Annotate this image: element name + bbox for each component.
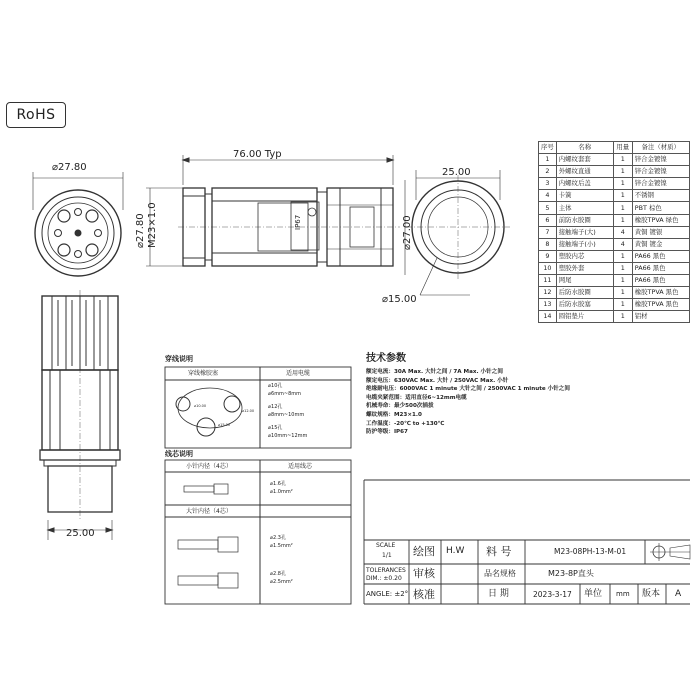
end-top-dim-label: 25.00 [442, 167, 471, 178]
core-big-head: 大针内径（4芯） [186, 508, 232, 515]
scale-label: SCALE [376, 542, 396, 549]
bom-row [539, 202, 690, 214]
bom-cell-qty: 1 [613, 311, 632, 323]
bom-cell-note: 铝材 [632, 311, 689, 323]
bom-cell-qty: 4 [613, 226, 632, 238]
version-value: A [675, 589, 682, 599]
bom-cell-note: 橡胶TPVA 绿色 [632, 214, 689, 226]
core-small-dia: ⌀1.6孔 [270, 481, 286, 487]
bom-row [539, 214, 690, 226]
bom-cell-name: 网尾 [556, 275, 613, 287]
bom-header-row [539, 142, 690, 154]
date-value: 2023-3-17 [533, 590, 572, 599]
spec-name-value: M23-8P直头 [548, 569, 594, 578]
bom-cell-note: 锌合金镀镍 [632, 178, 689, 190]
wire-line-5: ⌀15孔 [268, 425, 283, 431]
wire-plug-drawing [165, 367, 351, 448]
core-small-area: ⌀1.0mm² [270, 489, 293, 495]
bom-row [539, 299, 690, 311]
tolerances-value: DIM.: ±0.20 [366, 575, 402, 582]
bom-cell-qty: 1 [613, 154, 632, 166]
end-view [405, 170, 510, 295]
bom-cell-note: 锌合金镀镍 [632, 166, 689, 178]
bom-cell-qty: 1 [613, 166, 632, 178]
part-no-value: M23-08PH-13-M-01 [554, 547, 627, 556]
bom-cell-name: 圆铝垫片 [556, 311, 613, 323]
wire-line-3: ⌀12孔 [268, 404, 283, 410]
front-diameter-label: ⌀27.80 [52, 162, 87, 173]
drawn-label: 绘图 [413, 545, 435, 558]
bom-cell-no: 10 [539, 262, 557, 274]
bom-header-qty: 用量 [613, 142, 632, 154]
rohs-text: RoHS [16, 107, 56, 123]
side-diameter-label: ⌀27.80 [135, 213, 146, 248]
bom-cell-no: 4 [539, 190, 557, 202]
bom-cell-note: 黄铜 镀金 [632, 238, 689, 250]
bom-cell-name: 后防水胶塞 [556, 299, 613, 311]
bom-row [539, 190, 690, 202]
bom-cell-no: 13 [539, 299, 557, 311]
bom-cell-note: 橡胶TPVA 黑色 [632, 299, 689, 311]
side-view [146, 155, 400, 266]
title-block-frame [364, 480, 690, 604]
bottom-view [40, 290, 120, 540]
bom-cell-note: 黄铜 镀银 [632, 226, 689, 238]
core-big-area-1: ⌀1.5mm² [270, 543, 293, 549]
bom-row [539, 311, 690, 323]
spec-list [366, 368, 570, 437]
spec-line: 额定电流：30A Max. 大针之间 / 7A Max. 小针之间 [366, 369, 503, 375]
bom-row [539, 262, 690, 274]
bom-cell-note: 不锈钢 [632, 190, 689, 202]
bom-row [539, 154, 690, 166]
bom-cell-name: 卡簧 [556, 190, 613, 202]
bom-table [538, 141, 690, 323]
bom-row [539, 166, 690, 178]
bom-cell-qty: 1 [613, 178, 632, 190]
spec-line: 防护等级：IP67 [366, 429, 408, 436]
front-view [33, 172, 123, 276]
wire-line-6: ⌀10mm~12mm [268, 433, 308, 439]
wire-head-left: 穿线橡胶塞 [188, 370, 219, 377]
bom-cell-no: 11 [539, 275, 557, 287]
bom-cell-qty: 1 [613, 202, 632, 214]
core-drawing [165, 460, 351, 604]
wire-section-title: 穿线说明 [165, 355, 193, 363]
tolerances-label: TOLERANCES [366, 567, 406, 574]
bom-cell-qty: 1 [613, 262, 632, 274]
bom-cell-note: PA66 黑色 [632, 250, 689, 262]
end-inner-dia-label: ⌀15.00 [382, 294, 417, 305]
bom-cell-name: 内螺纹套套 [556, 154, 613, 166]
body-label-text: IP67 [294, 214, 302, 230]
core-big-area-2: ⌀2.5mm² [270, 579, 293, 585]
bom-cell-name: 接触端子(大) [556, 226, 613, 238]
core-cable-head: 适用线芯 [288, 463, 313, 470]
bom-row [539, 178, 690, 190]
wire-line-4: ⌀8mm~10mm [268, 412, 305, 418]
bom-cell-qty: 1 [613, 275, 632, 287]
unit-value: mm [616, 590, 630, 598]
bom-cell-note: PA66 黑色 [632, 262, 689, 274]
bom-cell-no: 3 [539, 178, 557, 190]
bom-cell-no: 6 [539, 214, 557, 226]
bom-header-no: 序号 [539, 142, 557, 154]
thread-label: M23×1.0 [147, 202, 158, 248]
hole-label-3: ⌀15.00 [218, 423, 231, 427]
angle-label: ANGLE: ±2° [366, 590, 409, 598]
bom-cell-no: 12 [539, 287, 557, 299]
approve-label: 核准 [413, 588, 435, 601]
bom-cell-qty: 1 [613, 299, 632, 311]
bom-row [539, 275, 690, 287]
bom-cell-no: 14 [539, 311, 557, 323]
bom-cell-no: 8 [539, 238, 557, 250]
bom-cell-qty: 1 [613, 214, 632, 226]
drawn-value: H.W [446, 546, 465, 556]
length-label: 76.00 Typ [233, 149, 282, 160]
part-no-label: 料 号 [486, 545, 512, 558]
bom-row [539, 226, 690, 238]
bom-cell-note: PA66 黑色 [632, 275, 689, 287]
spec-title: 技术参数 [366, 353, 406, 364]
core-small-head: 小针内径（4芯） [186, 463, 232, 470]
bom-cell-no: 2 [539, 166, 557, 178]
bom-cell-qty: 1 [613, 190, 632, 202]
version-label: 版本 [642, 589, 661, 599]
review-label: 审核 [413, 567, 435, 580]
bom-cell-name: 内螺纹后盖 [556, 178, 613, 190]
bom-cell-qty: 1 [613, 287, 632, 299]
unit-label: 单位 [584, 589, 603, 599]
end-diameter-label: ⌀27.00 [402, 215, 413, 250]
bom-header-note: 备注（材质） [632, 142, 689, 154]
wire-line-2: ⌀6mm~8mm [268, 391, 302, 397]
core-big-dia-1: ⌀2.3孔 [270, 535, 286, 541]
spec-line: 机械寿命：最少500次插拔 [366, 403, 434, 410]
bom-cell-name: 前防水胶圈 [556, 214, 613, 226]
bom-cell-note: PBT 棕色 [632, 202, 689, 214]
bom-cell-qty: 1 [613, 250, 632, 262]
bom-cell-name: 外螺纹直通 [556, 166, 613, 178]
spec-name-label: 品名规格 [484, 569, 516, 578]
bom-header-name: 名称 [556, 142, 613, 154]
spec-line: 绝缘耐电压：6000VAC 1 minute 大针之间 / 2500VAC 1 minute 小针之间 [366, 386, 570, 393]
bom-cell-no: 9 [539, 250, 557, 262]
bom-cell-name: 后防水胶圈 [556, 287, 613, 299]
bom-cell-note: 橡胶TPVA 黑色 [632, 287, 689, 299]
scale-value: 1/1 [382, 552, 392, 559]
spec-line: 额定电压：630VAC Max. 大针 / 250VAC Max. 小针 [366, 377, 509, 384]
wire-head-right: 适用电缆 [286, 370, 311, 377]
spec-line: 电缆夹紧范围：适用直径6~12mm电缆 [366, 394, 467, 401]
core-big-dia-2: ⌀2.8孔 [270, 571, 286, 577]
bom-row [539, 250, 690, 262]
spec-line: 工作温度：-20℃ to +130℃ [366, 420, 445, 427]
bom-row [539, 287, 690, 299]
bom-cell-name: 塑胶外套 [556, 262, 613, 274]
date-label: 日 期 [488, 589, 509, 599]
spec-line: 螺纹规格：M23×1.0 [366, 411, 422, 418]
bom-cell-no: 7 [539, 226, 557, 238]
bom-cell-name: 主体 [556, 202, 613, 214]
core-section-title: 线芯说明 [165, 450, 193, 458]
bom-cell-note: 锌合金镀镍 [632, 154, 689, 166]
bom-row [539, 238, 690, 250]
wire-line-1: ⌀10孔 [268, 383, 283, 389]
hole-label-1: ⌀10.00 [194, 404, 207, 408]
hole-label-2: ⌀12.00 [242, 409, 255, 413]
bom-body [539, 154, 690, 323]
bottom-width-label: 25.00 [66, 528, 95, 539]
bom-cell-name: 接触端子(小) [556, 238, 613, 250]
bom-cell-no: 5 [539, 202, 557, 214]
bom-cell-no: 1 [539, 154, 557, 166]
bom-cell-name: 塑胶内芯 [556, 250, 613, 262]
bom-cell-qty: 4 [613, 238, 632, 250]
